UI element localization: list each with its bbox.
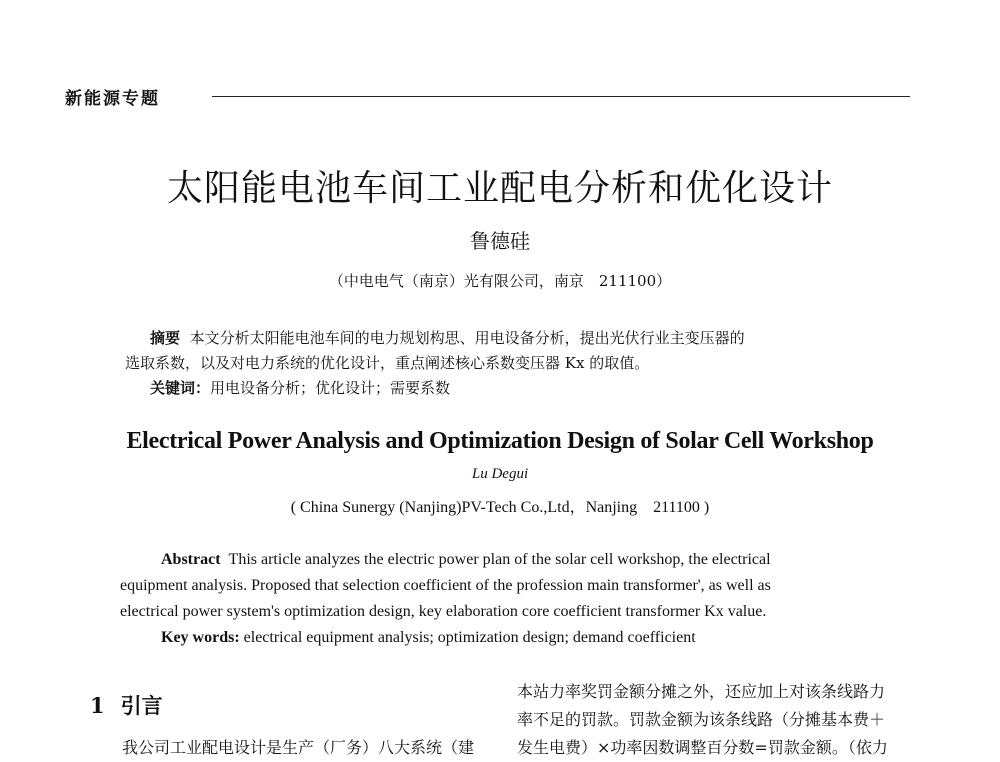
journal-section-header: 新能源专题 bbox=[65, 89, 160, 109]
keywords: 用电设备分析；优化设计；需要系数 bbox=[210, 379, 451, 397]
english-title: Electrical Power Analysis and Optimization Design of Solar Cell Workshop bbox=[126, 428, 874, 454]
author: 鲁德硅 bbox=[470, 229, 530, 253]
abstract-en bbox=[120, 547, 875, 651]
english-author: Lu Degui bbox=[471, 466, 529, 482]
body-line: 率不足的罚款。罚款金额为该条线路（分摊基本费＋ bbox=[517, 710, 886, 729]
keywords-label: 关键词： bbox=[150, 379, 211, 397]
paper-title: 太阳能电池车间工业配电分析和优化设计 bbox=[166, 168, 833, 209]
abstract-label: 摘要 bbox=[150, 329, 181, 347]
section-number: 1 bbox=[90, 693, 105, 718]
abstract-zh bbox=[125, 326, 885, 401]
english-affiliation: ( China Sunergy (Nanjing)PV-Tech Co.,Ltd，Nanjing 211100 ) bbox=[290, 499, 710, 516]
keywords-en-label: Key words: bbox=[161, 629, 240, 646]
affiliation: （中电电气（南京）光有限公司，南京 211100） bbox=[328, 272, 672, 290]
section-heading bbox=[90, 690, 179, 720]
abstract-line: 选取系数，以及对电力系统的优化设计，重点阐述核心系数变压器 Kx 的取值。 bbox=[125, 354, 650, 372]
keywords-en: electrical equipment analysis; optimization design; demand coefficient bbox=[243, 629, 696, 646]
left-column-text: 我公司工业配电设计是生产（厂务）八大系统（建 bbox=[122, 738, 475, 757]
body-line: 发生电费）×功率因数调整百分数=罚款金额。（依力 bbox=[517, 738, 888, 757]
section-title: 引言 bbox=[120, 693, 163, 718]
header-divider bbox=[212, 96, 910, 97]
abstract-line: 本文分析太阳能电池车间的电力规划构思、用电设备分析，提出光伏行业主变压器的 bbox=[189, 329, 745, 347]
right-column-text bbox=[517, 678, 917, 762]
body-line: 本站力率奖罚金额分摊之外，还应加上对该条线路力 bbox=[517, 682, 886, 701]
abstract-en-label: Abstract bbox=[161, 551, 221, 568]
abstract-en-line: electrical power system's optimization design, key elaboration core coefficient transformer Kx value. bbox=[120, 603, 767, 620]
abstract-en-line: equipment analysis. Proposed that selection coefficient of the profession main transformer', as well as bbox=[120, 577, 771, 594]
abstract-en-line: This article analyzes the electric power plan of the solar cell workshop, the electrical bbox=[228, 551, 771, 568]
